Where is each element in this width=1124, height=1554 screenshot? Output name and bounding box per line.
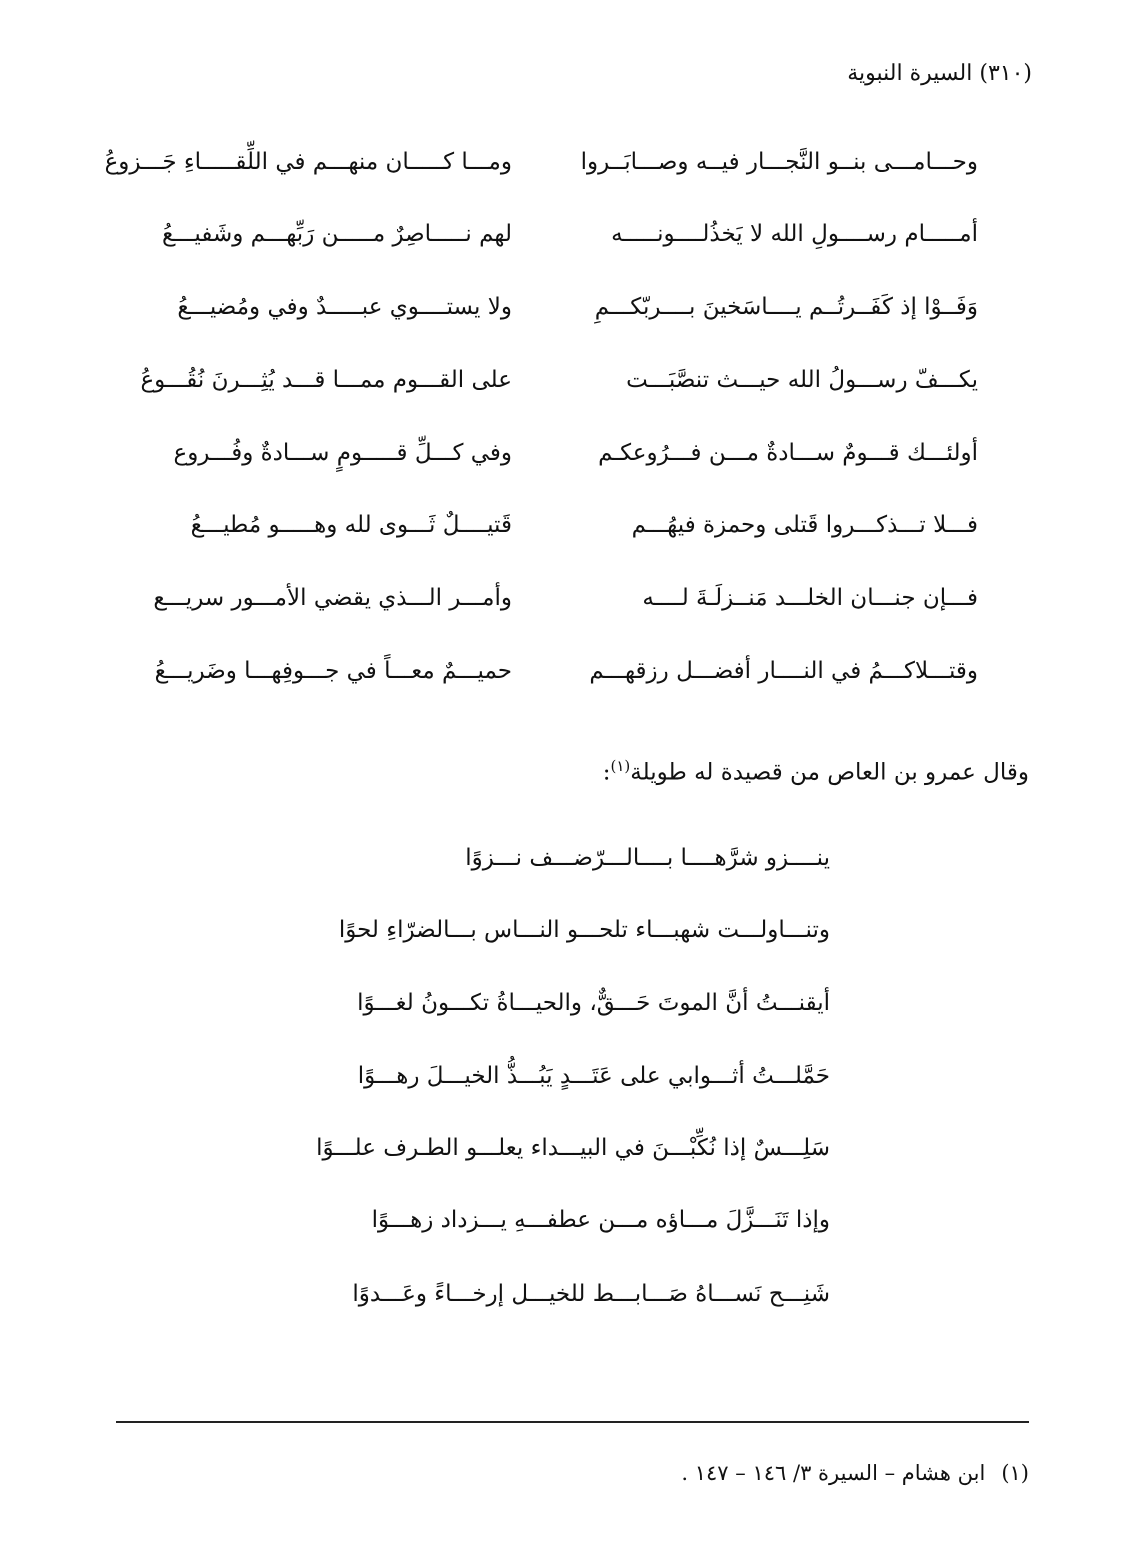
poem1-verse-2-second-hemistich: لهم نـــــاصِرٌ مـــــن رَبِّهـــم وشَفيـــعُ <box>161 221 512 247</box>
poem1-verse-6-first-hemistich: فـــلا تـــذكـــروا قَتلى وحمزة فيهُـــم <box>631 512 978 538</box>
poem1-verse-7-second-hemistich: وأمـــر الـــذي يقضي الأمـــور سريـــع <box>153 585 512 611</box>
poem1-verse-4-second-hemistich: على القـــوم ممـــا قـــد يُثِـــرنَ نُقُـــوعُ <box>140 367 512 393</box>
footnote <box>681 1455 1029 1491</box>
poem1-verse-3-second-hemistich: ولا يستــــوي عبـــــدٌ وفي ومُضيـــعُ <box>177 294 512 320</box>
poem2-line-4: حَمَّلـــتُ أثـــوابي على عَتَـــدٍ يَبُـــذُّ الخيـــلَ رهـــوًا <box>357 1063 830 1089</box>
footnote-text: ابن هشام – السيرة ٣/ ١٤٦ – ١٤٧ . <box>681 1461 986 1485</box>
intro-text: وقال عمرو بن العاص من قصيدة له طويلة <box>630 759 1029 786</box>
poem2-line-2: وتنـــاولـــت شهبـــاء تلحـــو النـــاس بـــالضرّاءِ لحوًا <box>338 917 830 943</box>
poem2-line-3: أيقنـــتُ أنَّ الموتَ حَـــقٌّ، والحيـــاةُ تكـــونُ لغـــوًا <box>357 990 830 1016</box>
poem2-line-7: شَنِـــح نَســـاهُ صَـــابـــط للخيـــل إرخـــاءً وعَـــدوًا <box>352 1281 830 1307</box>
poem1-verse-1-first-hemistich: وحـــامـــى بنــو النَّجـــار فيــه وصـــابَــروا <box>580 149 978 175</box>
poem1-verse-5-second-hemistich: وفي كـــلِّ قـــــومٍ ســـادةٌ وفُـــروع <box>173 440 512 466</box>
poem1-verse-3-first-hemistich: وَفَــوْا إذ كَفَــرتُــم يــــاسَخينَ بــــربّكـــمِ <box>594 294 978 320</box>
poem1-verse-4-first-hemistich: يكـــفّ رســـولُ الله حيـــث تنصَّبَـــت <box>626 367 978 393</box>
footnote-number: (١) <box>1001 1461 1029 1485</box>
poem1-verse-5-first-hemistich: أولئـــك قـــومٌ ســـادةٌ مـــن فـــرُوعكـم <box>598 440 978 466</box>
poem1-verse-7-first-hemistich: فـــإن جنـــان الخلـــد مَنــزلَـةَ لــــه <box>642 585 978 611</box>
poem2-line-5: سَلِـــسٌ إذا نُكِّبْـــنَ في البيـــداء يعلـــو الطـرف علـــوًا <box>316 1135 830 1161</box>
intro-colon: : <box>602 759 611 786</box>
poem1-verse-2-first-hemistich: أمـــــام رســــولِ الله لا يَخذُلــــونـــــه <box>611 221 978 247</box>
poem1-verse-6-second-hemistich: قَتيــــلٌ ثَـــوى لله وهـــــو مُطيـــعُ <box>190 512 512 538</box>
page-header: (٣١٠) السيرة النبوية <box>847 61 1032 86</box>
footnote-reference: (١) <box>610 757 631 775</box>
intro-line <box>603 746 1029 793</box>
poem1-verse-1-second-hemistich: ومـــا كـــــان منهـــم في اللِّقـــــاءِ جَـــزوعُ <box>104 149 512 175</box>
poem2-line-6: وإذا تَنَـــزَّلَ مـــاؤه مـــن عطفـــهِ يـــزداد زهـــوًا <box>371 1207 830 1233</box>
footnote-divider <box>116 1421 1029 1423</box>
poem1-verse-8-second-hemistich: حميـــمٌ معـــاً في جـــوفِهـــا وضَريـــعُ <box>154 658 512 684</box>
poem1-verse-8-first-hemistich: وقتـــلاكـــمُ في النــــار أفضـــل رزقهـــم <box>589 658 978 684</box>
poem2-line-1: ينــــزو شرَّهــــا بــــالـــرّضـــف نـــزوًا <box>465 845 830 871</box>
